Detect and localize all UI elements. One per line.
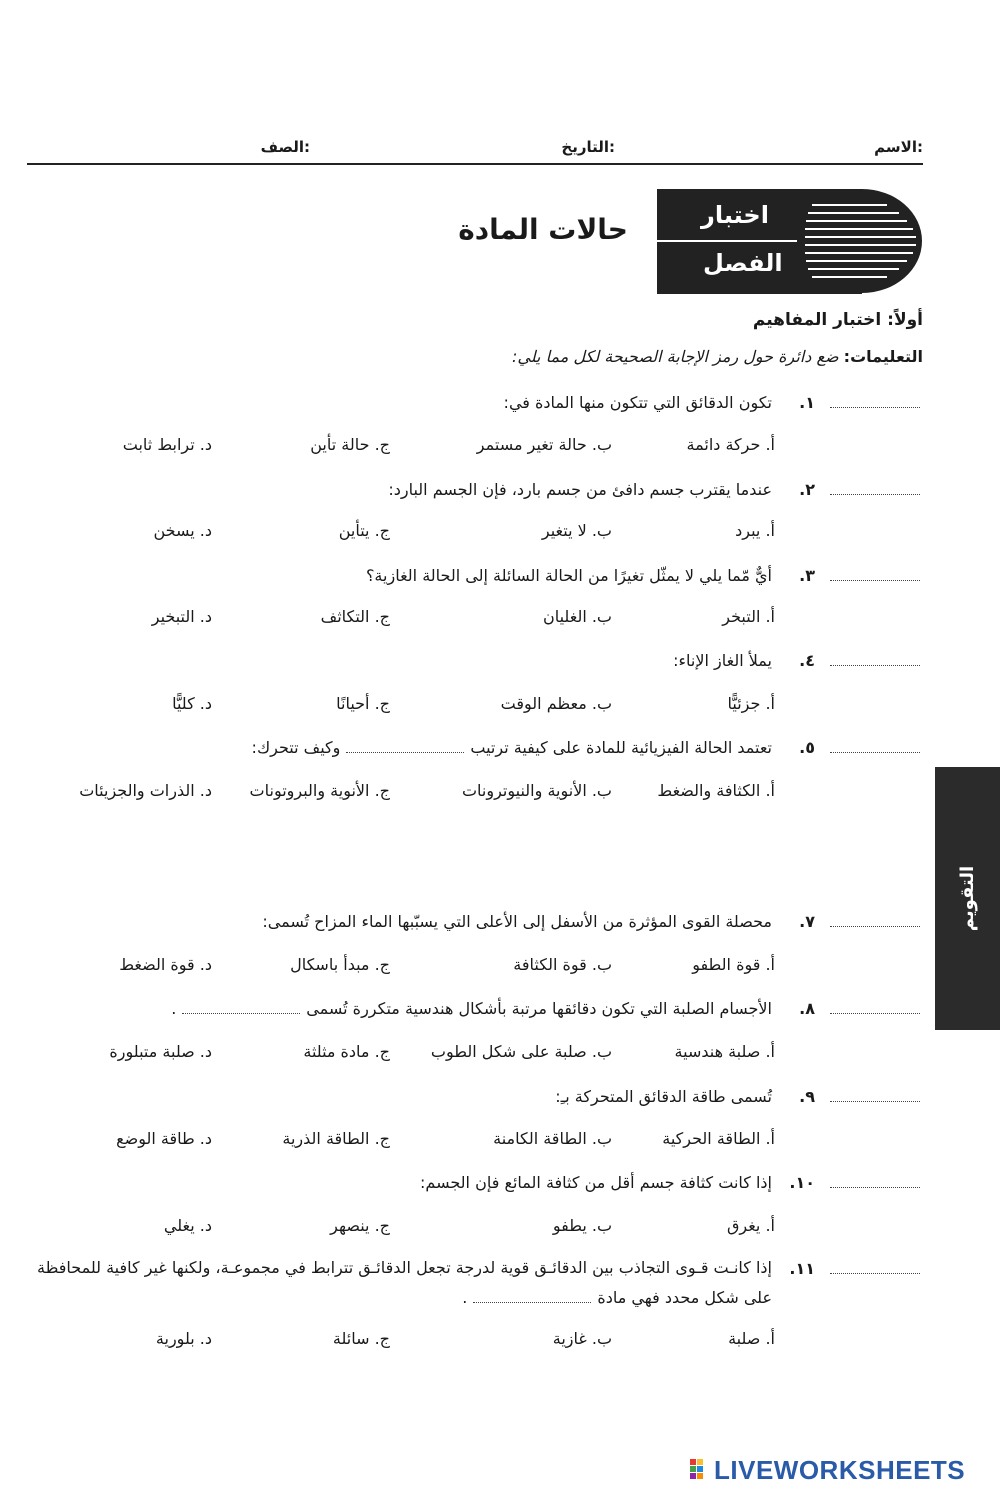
question-text-part1: تعتمد الحالة الفيزيائية للمادة على كيفية ترتيب (470, 738, 772, 757)
option-d[interactable]: د. قوة الضغط (119, 955, 212, 974)
option-b[interactable]: ب. الغليان (542, 607, 612, 626)
option-b[interactable]: ب. قوة الكثافة (513, 955, 612, 974)
option-a[interactable]: أ. قوة الطفو (692, 955, 775, 974)
option-a[interactable]: أ. يغرق (726, 1216, 775, 1235)
banner-line2: الفصل (703, 249, 783, 277)
option-d[interactable]: د. بلورية (155, 1329, 212, 1348)
option-c[interactable]: ج. يتأين (338, 521, 390, 540)
answer-blank[interactable] (830, 566, 920, 581)
question-text: تُسمى طاقة الدقائق المتحركة بـِ: (555, 1087, 772, 1106)
option-a[interactable]: أ. حركة دائمة (686, 435, 775, 454)
answer-blank[interactable] (830, 738, 920, 753)
question-text: إذا كانت كثافة جسم أقل من كثافة المائع فإن الجسم: (420, 1173, 772, 1192)
option-a[interactable]: أ. صلبة هندسية (674, 1042, 775, 1061)
header-divider (27, 163, 923, 165)
question-number: ٢. (799, 480, 815, 499)
evaluation-side-tab (935, 767, 1000, 1030)
instructions-text: ضع دائرة حول رمز الإجابة الصحيحة لكل مما يلي: (512, 347, 839, 366)
option-b[interactable]: ب. معظم الوقت (500, 694, 612, 713)
answer-blank[interactable] (830, 912, 920, 927)
class-label: الصف: (260, 138, 310, 156)
answer-blank[interactable] (830, 480, 920, 495)
option-d[interactable]: د. التبخير (151, 607, 212, 626)
chapter-test-banner (657, 189, 923, 294)
option-c[interactable]: ج. مبدأ باسكال (290, 955, 390, 974)
instructions (512, 347, 923, 366)
option-c[interactable]: ج. سائلة (332, 1329, 390, 1348)
option-d[interactable]: د. يغلي (163, 1216, 212, 1235)
option-c[interactable]: ج. الأنوية والبروتونات (249, 781, 390, 800)
watermark-text: LIVEWORKSHEETS (714, 1455, 966, 1485)
option-c[interactable]: ج. حالة تأين (310, 435, 390, 454)
question-text-part2: . (171, 999, 177, 1018)
answer-blank[interactable] (830, 1259, 920, 1274)
option-a[interactable]: أ. التبخر (722, 607, 775, 626)
option-b[interactable]: ب. صلبة على شكل الطوب (430, 1042, 612, 1061)
question-number: ٣. (799, 566, 815, 585)
option-a[interactable]: أ. صلبة (728, 1329, 775, 1348)
question-text-part2: . (462, 1288, 468, 1307)
question-number: ١٠. (789, 1173, 815, 1192)
question-text: تكون الدقائق التي تتكون منها المادة في: (503, 393, 772, 412)
question-number: ٤. (799, 651, 815, 670)
inline-blank[interactable] (473, 1290, 591, 1303)
question-number: ٨. (799, 999, 815, 1018)
instructions-label: التعليمات: (843, 347, 923, 366)
option-b[interactable]: ب. غازية (552, 1329, 612, 1348)
question-text: يملأ الغاز الإناء: (673, 651, 772, 670)
question-text-part2: وكيف تتحرك: (251, 738, 341, 757)
option-a[interactable]: أ. جزئيًّا (727, 694, 775, 713)
option-d[interactable]: د. طاقة الوضع (116, 1129, 212, 1148)
question-text (32, 1253, 772, 1313)
option-a[interactable]: أ. الطاقة الحركية (662, 1129, 775, 1148)
page-title: حالات المادة (458, 213, 628, 246)
option-d[interactable]: د. الذرات والجزيئات (79, 781, 212, 800)
option-d[interactable]: د. كليًّا (172, 694, 212, 713)
section-title: أولاً: اختبار المفاهيم (752, 310, 923, 330)
banner-line1: اختبار (701, 201, 769, 229)
answer-blank[interactable] (830, 1173, 920, 1188)
option-c[interactable]: ج. التكاثف (320, 607, 390, 626)
question-text (252, 738, 772, 757)
question-text-part1: الأجسام الصلبة التي تكون دقائقها مرتبة بأشكال هندسية متكررة تُسمى (306, 999, 772, 1018)
answer-blank[interactable] (830, 651, 920, 666)
question-text: أيٌّ مّما يلي لا يمثّل تغيرًا من الحالة السائلة إلى الحالة الغازية؟ (365, 566, 772, 585)
option-d[interactable]: د. ترابط ثابت (122, 435, 212, 454)
answer-blank[interactable] (830, 393, 920, 408)
liveworksheets-watermark (690, 1455, 990, 1485)
answer-blank[interactable] (830, 999, 920, 1014)
question-text-part1: إذا كانـت قـوى التجاذب بين الدقائـق قوية لدرجة تجعل الدقائـق تترابط في مجموعـة، ولكنها غير كافية للمحافظة على شكل محدد فهي مادة (37, 1258, 772, 1307)
question-number: ٥. (799, 738, 815, 757)
question-number: ١١. (789, 1259, 815, 1278)
option-d[interactable]: د. يسخن (153, 521, 212, 540)
option-b[interactable]: ب. حالة تغير مستمر (476, 435, 612, 454)
option-b[interactable]: ب. لا يتغير (541, 521, 612, 540)
option-c[interactable]: ج. مادة مثلثة (303, 1042, 390, 1061)
question-number: ٩. (799, 1087, 815, 1106)
question-text: محصلة القوى المؤثرة من الأسفل إلى الأعلى التي يسبّبها الماء المزاح تُسمى: (262, 912, 772, 931)
option-b[interactable]: ب. يطفو (552, 1216, 612, 1235)
side-tab-label: التقويم (957, 865, 979, 932)
option-b[interactable]: ب. الطاقة الكامنة (493, 1129, 612, 1148)
option-b[interactable]: ب. الأنوية والنيوترونات (461, 781, 612, 800)
option-c[interactable]: ج. أحيانًا (336, 694, 390, 713)
option-c[interactable]: ج. ينصهر (330, 1216, 390, 1235)
inline-blank[interactable] (182, 1001, 300, 1014)
name-label: الاسم: (874, 138, 923, 156)
option-c[interactable]: ج. الطاقة الذرية (282, 1129, 390, 1148)
question-number: ٧. (799, 912, 815, 931)
date-label: التاريخ: (561, 138, 615, 156)
question-text: عندما يقترب جسم دافئ من جسم بارد، فإن الجسم البارد: (388, 480, 772, 499)
question-text (171, 999, 772, 1018)
inline-blank[interactable] (346, 740, 464, 753)
liveworksheets-logo-icon (690, 1459, 710, 1483)
option-a[interactable]: أ. يبرد (735, 521, 775, 540)
answer-blank[interactable] (830, 1087, 920, 1102)
question-number: ١. (799, 393, 815, 412)
option-a[interactable]: أ. الكثافة والضغط (657, 781, 775, 800)
option-d[interactable]: د. صلبة متبلورة (109, 1042, 212, 1061)
